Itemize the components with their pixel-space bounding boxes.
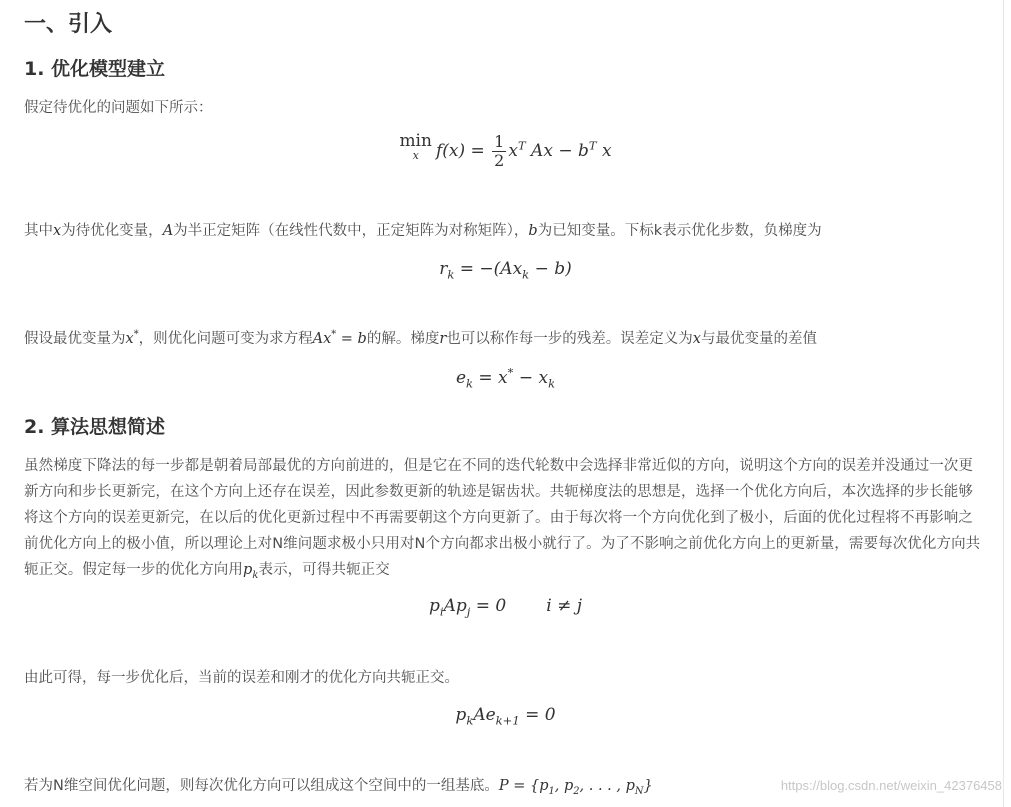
consequence-text: 由此可得，每一步优化后，当前的误差和刚才的优化方向共轭正交。 bbox=[24, 670, 459, 686]
algorithm-paragraph: 虽然梯度下降法的每一步都是朝着局部最优的方向前进的，但是它在不同的迭代轮数中会选择非常近似的方向，说明这个方向的误差并没通过一次更新方向和步长更新完，在这个方向上还存在误差，因此参数更新的轨迹是锯齿状。共轭梯度法的思想是，选择一个优化方向后，本次选择的步长能够将这个方向的误差更新完，在以后的优化更新过程中不再需要朝这个方向更新了。由于每次将一个方向优化到了极小，后面的优化过程将不再影响之前优化方向上的极小值，所以理论上对N维问题求极小只用对N个方向都求出极小就行了。为了不影响之前优化方向上的更新量，需要每次优化方向共轭正交。假定每一步的优化方向用$p_k$表示，可得共轭正交 bbox=[24, 458, 981, 581]
equation-objective: min x f(x) = $\frac{1}{2}$ $x^T$ $Ax - b^T$ x bbox=[399, 131, 612, 170]
equation-error: $e_k = x^* - x_k$ bbox=[455, 365, 556, 391]
watermark: https://blog.csdn.net/weixin_42376458 bbox=[780, 778, 1002, 793]
definition-text: 其中x为待优化变量，A为半正定矩阵（在线性代数中，正定矩阵为对称矩阵），b为已知变量。下标k表示优化步数，负梯度为 bbox=[24, 223, 822, 239]
section-title: 一、引入 bbox=[24, 12, 113, 37]
basis-text: 若为N维空间优化问题，则每次优化方向可以组成这个空间中的一组基底。$P = \{p_1$, $p_2$, . . . , $p_N$} bbox=[24, 778, 653, 797]
fraction-one-half: $\frac{1}{2}$ bbox=[494, 132, 505, 170]
page-edge-divider bbox=[1003, 0, 1004, 807]
equation-residual: $r_k = -(Ax_k - b)$ bbox=[439, 259, 572, 282]
min-operator: min x bbox=[399, 131, 432, 162]
optimal-variable-text: 假设最优变量为x*，则优化问题可变为求方程Ax* = b的解。梯度r也可以称作每一步的残差。误差定义为x与最优变量的差值 bbox=[24, 329, 817, 347]
heading-optimization-model: 1. 优化模型建立 bbox=[24, 58, 166, 80]
equation-error-conjugate: $p_kAe_{k+1} = 0$ bbox=[455, 705, 556, 728]
equation-conjugate: $p_iAp_j = 0$ i ≠ j bbox=[429, 596, 582, 619]
heading-algorithm-idea: 2. 算法思想简述 bbox=[24, 416, 166, 438]
intro-text: 假定待优化的问题如下所示： bbox=[24, 100, 213, 116]
